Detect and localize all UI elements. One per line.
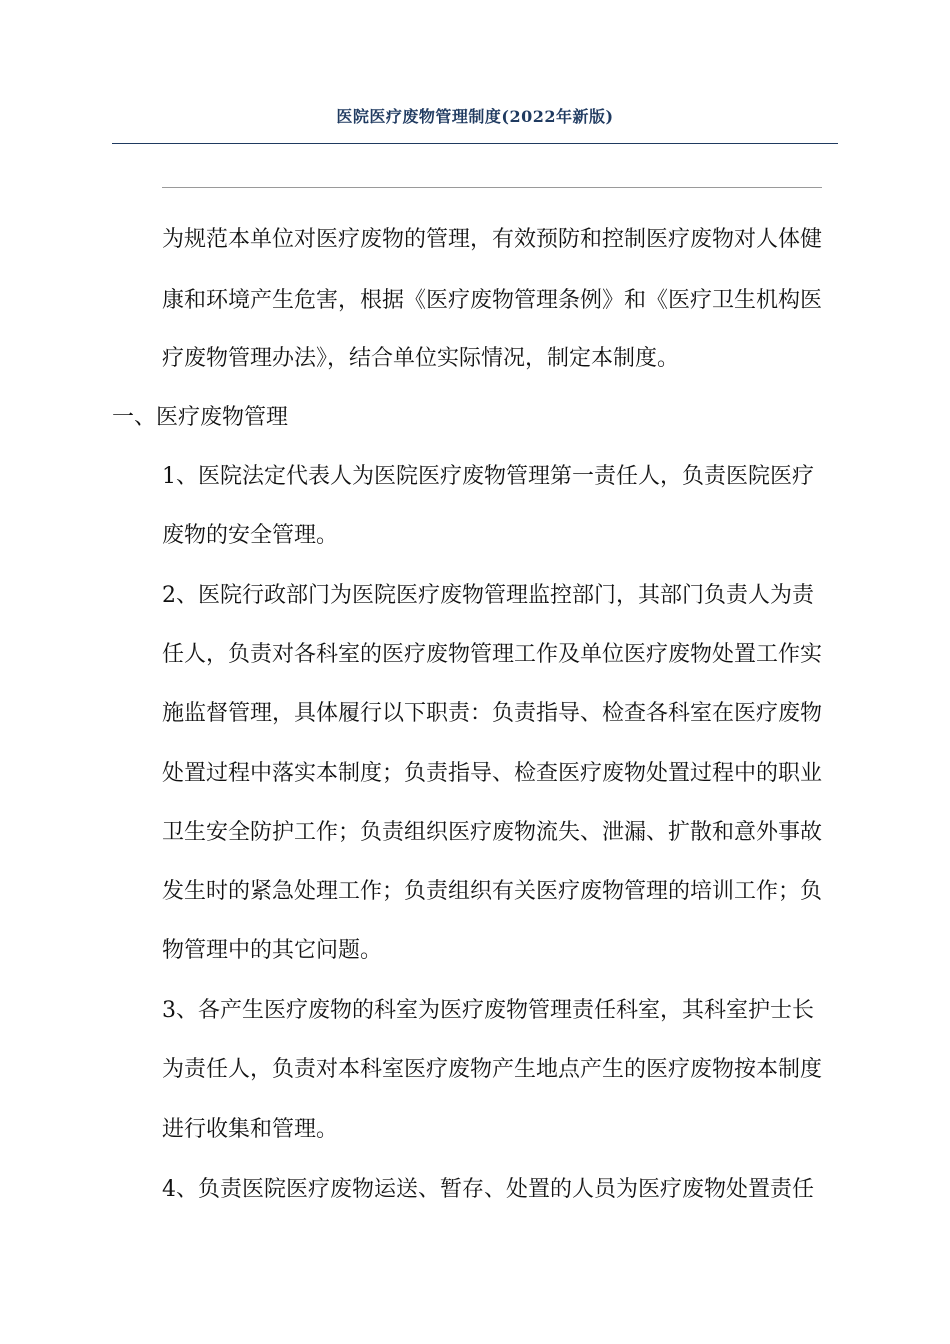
paragraph-line: 疗废物管理办法》，结合单位实际情况，制定本制度。 <box>162 346 680 371</box>
paragraph-line: 物管理中的其它问题。 <box>162 938 383 963</box>
section-heading: 一、医疗废物管理 <box>112 405 289 430</box>
paragraph-line: 为规范本单位对医疗废物的管理，有效预防和控制医疗废物对人体健 <box>162 227 823 252</box>
paragraph-line: 3、各产生医疗废物的科室为医疗废物管理责任科室，其科室护士长 <box>162 998 814 1023</box>
title-underline <box>112 143 838 144</box>
paragraph-line: 4、负责医院医疗废物运送、暂存、处置的人员为医疗废物处置责任 <box>162 1177 814 1202</box>
separator-line <box>162 187 822 188</box>
paragraph-line: 为责任人，负责对本科室医疗废物产生地点产生的医疗废物按本制度 <box>162 1057 823 1082</box>
paragraph-line: 2、医院行政部门为医院医疗废物管理监控部门，其部门负责人为责 <box>162 583 814 608</box>
paragraph-line: 施监督管理，具体履行以下职责：负责指导、检查各科室在医疗废物 <box>162 701 823 726</box>
page-title: 医院医疗废物管理制度(2022年新版) <box>336 106 614 126</box>
paragraph-line: 发生时的紧急处理工作；负责组织有关医疗废物管理的培训工作；负 <box>162 879 823 904</box>
paragraph-line: 废物的安全管理。 <box>162 523 339 548</box>
paragraph-line: 处置过程中落实本制度；负责指导、检查医疗废物处置过程中的职业 <box>162 761 823 786</box>
paragraph-line: 进行收集和管理。 <box>162 1117 339 1142</box>
paragraph-line: 1、医院法定代表人为医院医疗废物管理第一责任人，负责医院医疗 <box>162 464 814 489</box>
paragraph-line: 卫生安全防护工作；负责组织医疗废物流失、泄漏、扩散和意外事故 <box>162 820 823 845</box>
paragraph-line: 康和环境产生危害，根据《医疗废物管理条例》和《医疗卫生机构医 <box>162 288 823 313</box>
paragraph-line: 任人，负责对各科室的医疗废物管理工作及单位医疗废物处置工作实 <box>162 642 823 667</box>
